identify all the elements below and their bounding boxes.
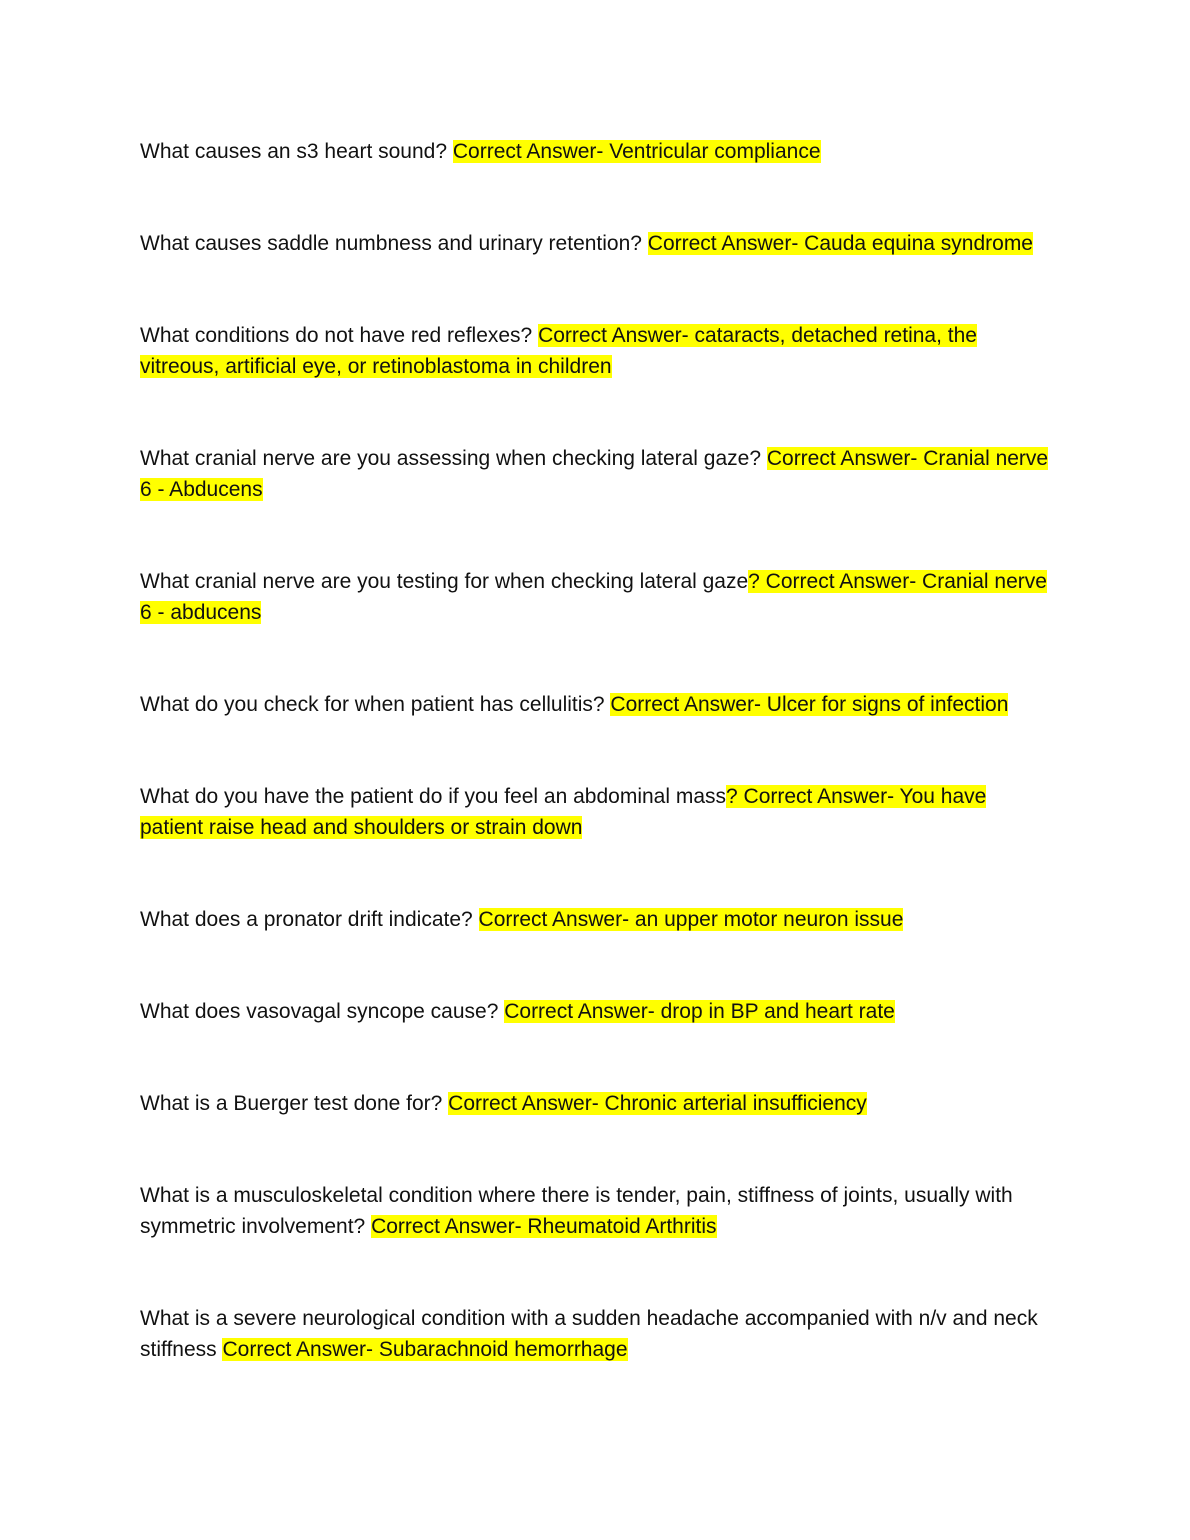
highlighted-answer: ? Correct Answer- You have patient raise head and shoulders or strain down — [140, 785, 987, 839]
qa-item — [140, 320, 1050, 382]
highlighted-answer: ? Correct Answer- Cranial nerve 6 - abducens — [140, 570, 1047, 624]
qa-item — [140, 781, 1050, 843]
highlighted-answer: Correct Answer- Ulcer for signs of infection — [610, 693, 1009, 716]
highlighted-answer: Correct Answer- drop in BP and heart rate — [504, 1000, 895, 1023]
highlighted-answer: Correct Answer- an upper motor neuron issue — [478, 908, 904, 931]
qa-item — [140, 1180, 1050, 1242]
qa-item — [140, 996, 1050, 1027]
highlighted-answer: Correct Answer- Chronic arterial insufficiency — [448, 1092, 867, 1115]
question-text: What does a pronator drift indicate? — [140, 908, 479, 931]
qa-list — [140, 136, 1050, 1426]
highlighted-answer: Correct Answer- cataracts, detached retina, the vitreous, artificial eye, or retinoblastoma in children — [140, 324, 977, 378]
highlighted-answer: Correct Answer- Subarachnoid hemorrhage — [222, 1338, 628, 1361]
question-text: What does vasovagal syncope cause? — [140, 1000, 505, 1023]
question-text: What is a severe neurological condition with a sudden headache accompanied with n/v and neck stiffness — [140, 1307, 1038, 1361]
highlighted-answer: Correct Answer- Rheumatoid Arthritis — [371, 1215, 717, 1238]
qa-item — [140, 136, 1050, 167]
question-text: What cranial nerve are you assessing when checking lateral gaze? — [140, 447, 767, 470]
qa-item — [140, 1303, 1050, 1365]
qa-item — [140, 1088, 1050, 1119]
question-text: What cranial nerve are you testing for when checking lateral gaze — [140, 570, 749, 593]
highlighted-answer: Correct Answer- Cranial nerve 6 - Abducens — [140, 447, 1049, 501]
question-text: What causes an s3 heart sound? — [140, 140, 453, 163]
question-text: What do you have the patient do if you feel an abdominal mass — [140, 785, 727, 808]
question-text: What conditions do not have red reflexes? — [140, 324, 539, 347]
qa-item — [140, 904, 1050, 935]
question-text: What is a musculoskeletal condition where there is tender, pain, stiffness of joints, usually with symmetric involvement? — [140, 1184, 1013, 1238]
qa-item — [140, 228, 1050, 259]
qa-item — [140, 689, 1050, 720]
highlighted-answer: Correct Answer- Cauda equina syndrome — [647, 232, 1033, 255]
qa-item — [140, 566, 1050, 628]
qa-item — [140, 443, 1050, 505]
question-text: What do you check for when patient has cellulitis? — [140, 693, 611, 716]
highlighted-answer: Correct Answer- Ventricular compliance — [452, 140, 821, 163]
question-text: What is a Buerger test done for? — [140, 1092, 449, 1115]
question-text: What causes saddle numbness and urinary retention? — [140, 232, 648, 255]
